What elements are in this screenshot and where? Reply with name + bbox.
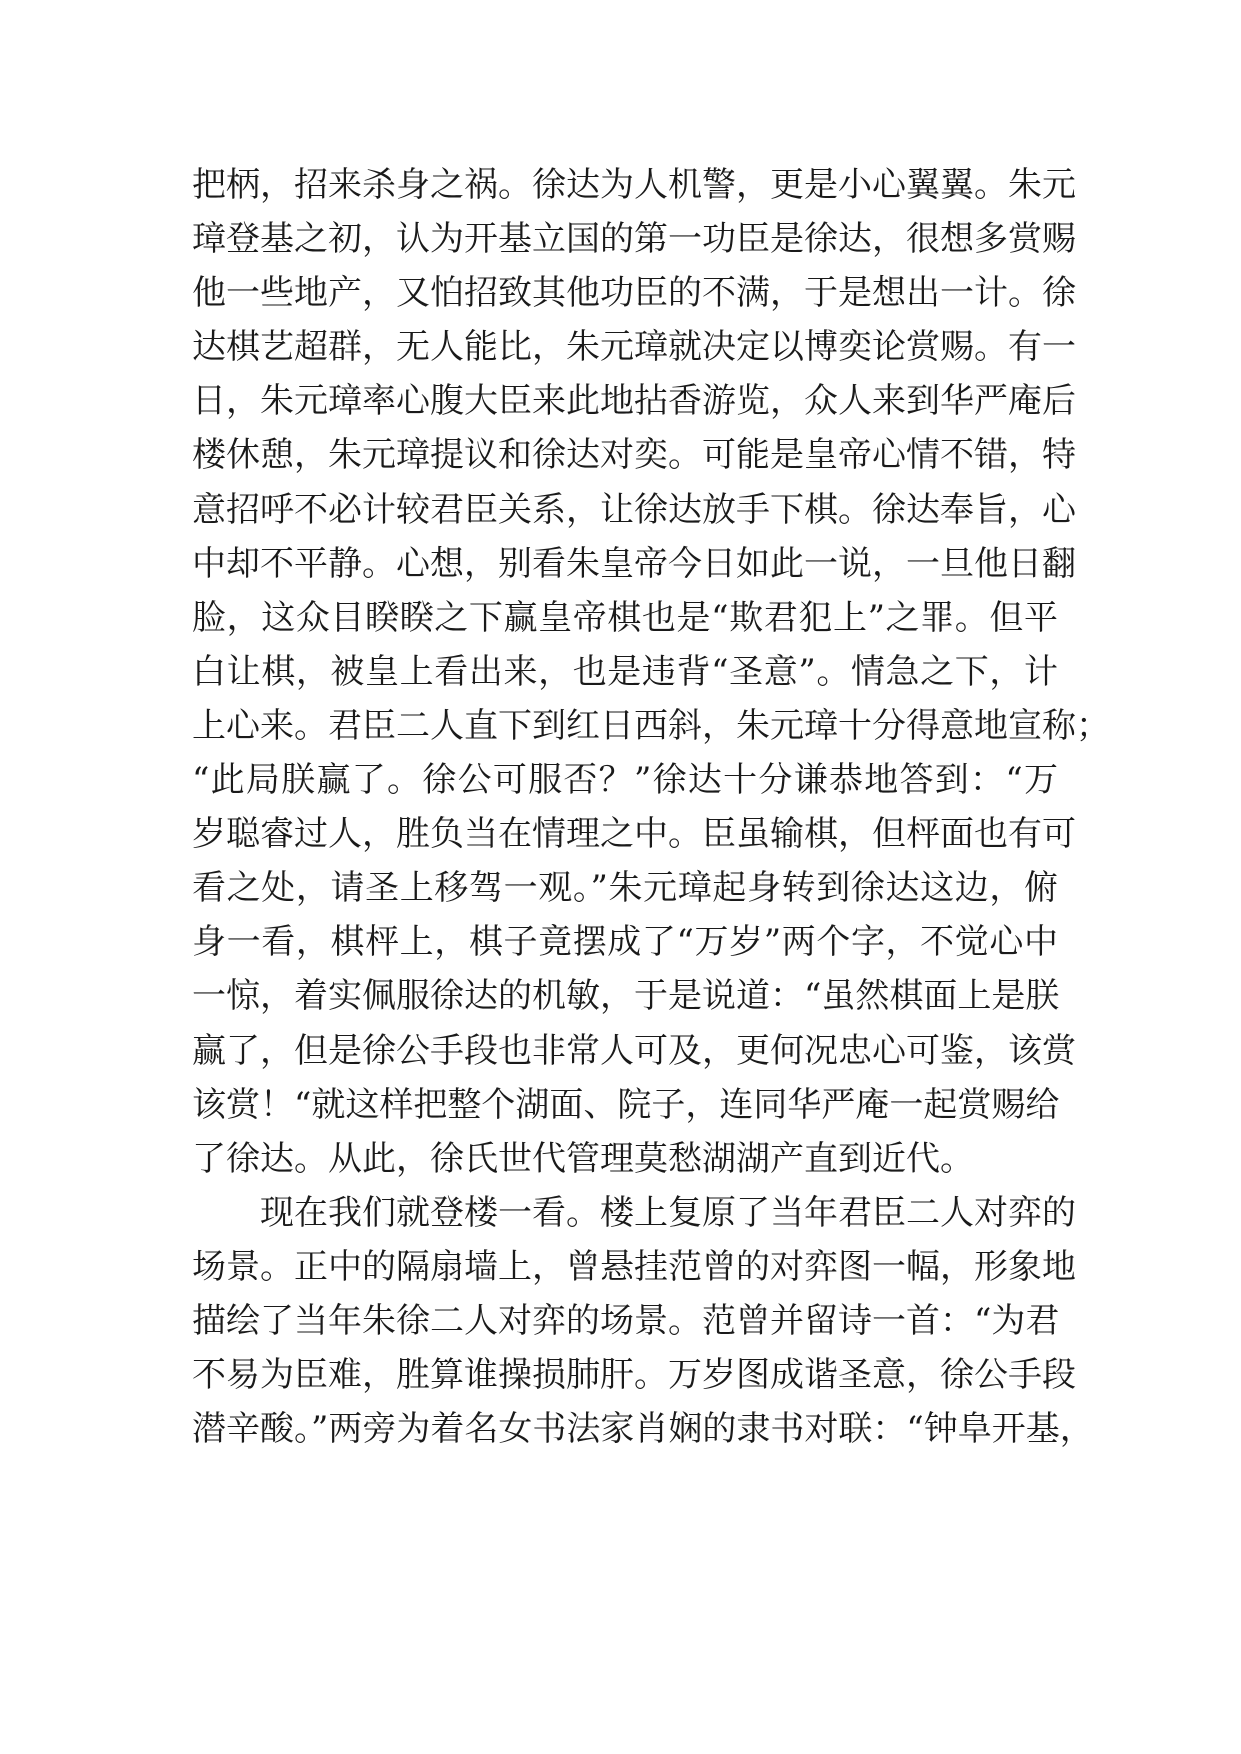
text-line: 日，朱元璋率心腹大臣来此地拈香游览，众人来到华严庵后	[192, 381, 1076, 422]
text-line: 身一看，棋枰上，棋子竟摆成了“万岁”两个字，不觉心中	[192, 922, 1058, 963]
text-line: 岁聪睿过人，胜负当在情理之中。臣虽输棋，但枰面也有可	[192, 814, 1076, 855]
text-line: 脸，这众目睽睽之下赢皇帝棋也是“欺君犯上”之罪。但平	[192, 597, 1058, 638]
document-body	[192, 158, 1110, 1456]
text-line: 看之处，请圣上移驾一观。”朱元璋起身转到徐达这边，俯	[192, 868, 1058, 909]
text-line: 把柄，招来杀身之祸。徐达为人机警，更是小心翼翼。朱元	[192, 165, 1076, 205]
text-line: 描绘了当年朱徐二人对弈的场景。范曾并留诗一首：“为君	[192, 1300, 1060, 1341]
text-line: 他一些地产，又怕招致其他功臣的不满，于是想出一计。徐	[192, 273, 1076, 314]
text-line: 该赏！“就这样把整个湖面、院子，连同华严庵一起赏赐给	[192, 1084, 1060, 1125]
paragraph-2	[192, 1186, 1094, 1456]
text-line: 不易为臣难，胜算谁操损肺肝。万岁图成谐圣意，徐公手段	[192, 1355, 1076, 1396]
text-line: 楼休憩，朱元璋提议和徐达对奕。可能是皇帝心情不错，特	[192, 435, 1076, 476]
text-line: 了徐达。从此，徐氏世代管理莫愁湖湖产直到近代。	[192, 1138, 974, 1179]
text-line: 白让棋，被皇上看出来，也是违背“圣意”。情急之下，计	[192, 651, 1058, 692]
text-line: 璋登基之初，认为开基立国的第一功臣是徐达，很想多赏赐	[192, 219, 1076, 260]
text-line: 意招呼不必计较君臣关系，让徐达放手下棋。徐达奉旨，心	[192, 489, 1076, 530]
text-line: “此局朕赢了。徐公可服否？”徐达十分谦恭地答到：“万	[192, 760, 1058, 801]
text-line: 中却不平静。心想，别看朱皇帝今日如此一说，一旦他日翻	[192, 543, 1076, 584]
text-line: 场景。正中的隔扇墙上，曾悬挂范曾的对弈图一幅，形象地	[192, 1246, 1076, 1287]
text-line: 上心来。君臣二人直下到红日西斜，朱元璋十分得意地宣称；	[192, 705, 1110, 746]
text-line: 现在我们就登楼一看。楼上复原了当年君臣二人对弈的	[260, 1192, 1076, 1233]
text-line: 达棋艺超群，无人能比，朱元璋就决定以博奕论赏赐。有一	[192, 327, 1076, 368]
text-line: 一惊，着实佩服徐达的机敏，于是说道：“虽然棋面上是朕	[192, 976, 1060, 1017]
paragraph-1	[192, 158, 1110, 1186]
text-line: 赢了，但是徐公手段也非常人可及，更何况忠心可鉴，该赏	[192, 1030, 1076, 1071]
text-line: 潜辛酸。”两旁为着名女书法家肖娴的隶书对联：“钟阜开基，	[192, 1409, 1094, 1450]
